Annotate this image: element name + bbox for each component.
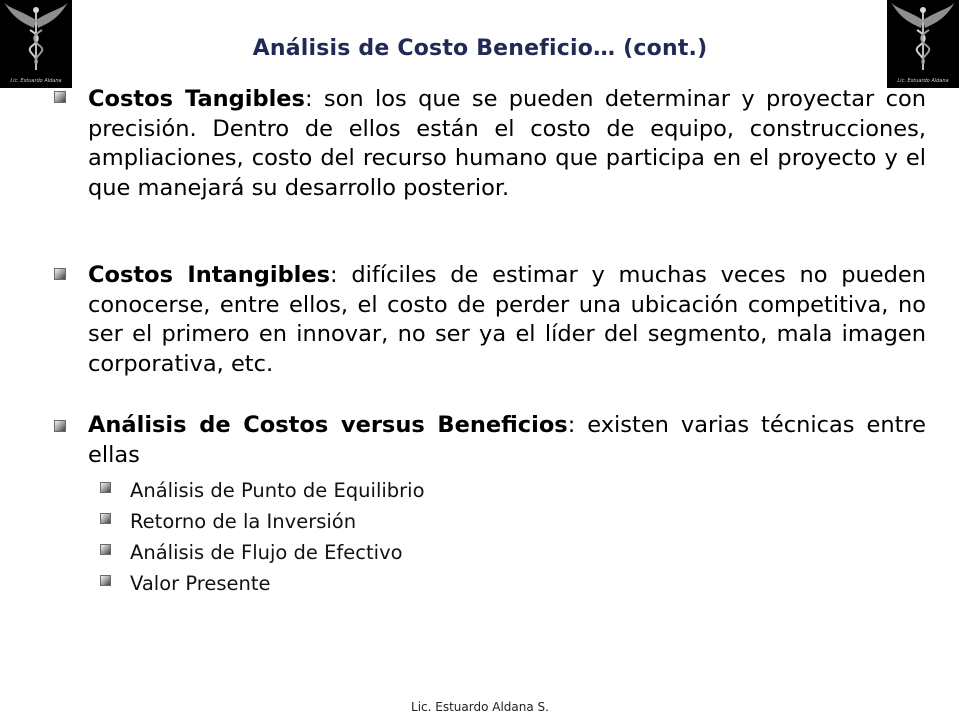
bullet-text: : difíciles de estimar y muchas veces no pueden conocerse, entre ellos, el costo de perder una ubicación competitiva, no ser el primero en innovar, no ser ya el líder del segmento, mala imagen corporativa, etc.	[88, 262, 927, 377]
bullet-term: Análisis de Costos versus Beneficios	[88, 412, 568, 438]
logo-caption: Lic. Estuardo Aldana	[10, 78, 62, 84]
bullet-costos-tangibles	[88, 85, 926, 203]
sub-item: Análisis de Punto de Equilibrio	[130, 479, 425, 502]
slide-title: Análisis de Costo Beneficio… (cont.)	[252, 36, 708, 61]
sub-bullet-icon	[100, 482, 111, 493]
sub-item: Valor Presente	[130, 572, 271, 595]
bullet-costos-intangibles	[88, 261, 926, 379]
bullet-analisis-costos-beneficios	[88, 411, 926, 470]
bullet-text: : existen varias técnicas entre ellas	[88, 412, 926, 468]
bullet-icon	[54, 268, 66, 280]
sub-item: Retorno de la Inversión	[130, 510, 357, 533]
bullet-term: Costos Tangibles	[88, 86, 305, 112]
bullet-term: Costos Intangibles	[88, 262, 331, 288]
bullet-icon	[54, 420, 66, 432]
logo-caption: Lic. Estuardo Aldana	[897, 78, 949, 84]
sub-item: Análisis de Flujo de Efectivo	[130, 541, 403, 564]
bullet-text: : son los que se pueden determinar y proyectar con precisión. Dentro de ellos están el costo de equipo, construcciones, ampliaciones, costo del recurso humano que participa en el proyecto y el que manejará su desarrollo posterior.	[88, 86, 926, 201]
sub-bullet-icon	[100, 544, 111, 555]
bullet-icon	[54, 91, 66, 103]
footer-author: Lic. Estuardo Aldana S.	[411, 700, 549, 714]
sub-bullet-icon	[100, 575, 111, 586]
sub-bullet-icon	[100, 513, 111, 524]
